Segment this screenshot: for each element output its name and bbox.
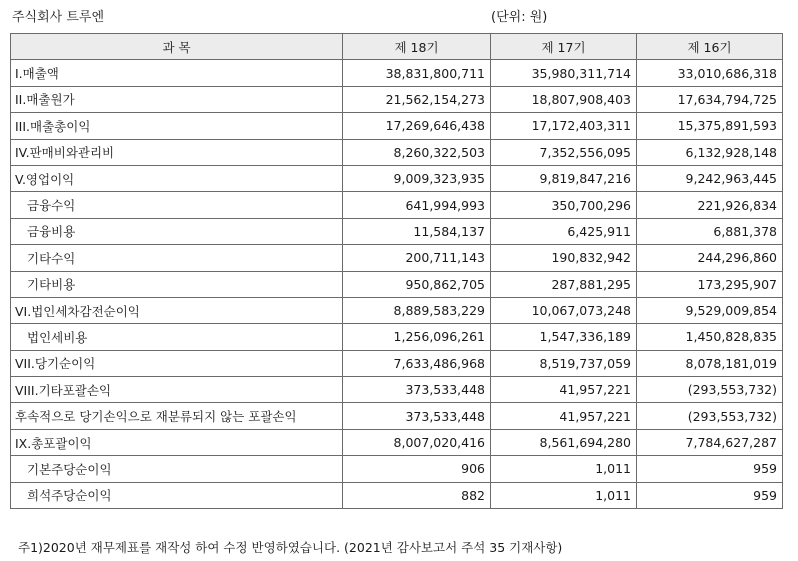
income-statement-table [10, 33, 783, 509]
table-row [11, 245, 783, 271]
row-value-col-3: 9,242,963,445 [637, 165, 783, 191]
row-label: III.매출총이익 [11, 113, 343, 139]
row-value-col-2: 1,011 [491, 482, 637, 508]
row-value-col-1: 8,889,583,229 [343, 297, 491, 323]
table-header-row [11, 34, 783, 60]
row-value-col-3: 6,132,928,148 [637, 139, 783, 165]
row-value-col-2: 35,980,311,714 [491, 60, 637, 86]
row-value-col-3: 959 [637, 456, 783, 482]
table-row [11, 60, 783, 86]
row-value-col-1: 906 [343, 456, 491, 482]
row-value-col-3: 6,881,378 [637, 218, 783, 244]
row-value-col-1: 1,256,096,261 [343, 324, 491, 350]
row-value-col-2: 9,819,847,216 [491, 165, 637, 191]
row-value-col-3: (293,553,732) [637, 377, 783, 403]
row-value-col-2: 18,807,908,403 [491, 86, 637, 112]
table-row [11, 271, 783, 297]
table-row [11, 113, 783, 139]
row-label: II.매출원가 [11, 86, 343, 112]
footnote: 주1)2020년 재무제표를 재작성 하여 수정 반영하였습니다. (2021년 감사보고서 주석 35 기재사항) [18, 540, 563, 555]
row-label: I.매출액 [11, 60, 343, 86]
row-value-col-1: 8,007,020,416 [343, 429, 491, 455]
row-label: VIII.기타포괄손익 [11, 377, 343, 403]
row-value-col-2: 41,957,221 [491, 403, 637, 429]
table-row [11, 456, 783, 482]
row-value-col-2: 1,011 [491, 456, 637, 482]
row-value-col-3: 221,926,834 [637, 192, 783, 218]
row-value-col-1: 38,831,800,711 [343, 60, 491, 86]
row-value-col-3: 244,296,860 [637, 245, 783, 271]
row-label: 희석주당순이익 [11, 482, 343, 508]
table-row [11, 165, 783, 191]
row-label: V.영업이익 [11, 165, 343, 191]
row-value-col-1: 21,562,154,273 [343, 86, 491, 112]
row-value-col-1: 882 [343, 482, 491, 508]
row-value-col-3: 17,634,794,725 [637, 86, 783, 112]
row-value-col-2: 190,832,942 [491, 245, 637, 271]
row-value-col-2: 1,547,336,189 [491, 324, 637, 350]
row-value-col-1: 641,994,993 [343, 192, 491, 218]
row-label: VII.당기순이익 [11, 350, 343, 376]
row-value-col-2: 17,172,403,311 [491, 113, 637, 139]
row-value-col-2: 8,561,694,280 [491, 429, 637, 455]
row-value-col-3: 173,295,907 [637, 271, 783, 297]
row-value-col-2: 350,700,296 [491, 192, 637, 218]
table-row [11, 139, 783, 165]
row-value-col-2: 41,957,221 [491, 377, 637, 403]
row-value-col-2: 6,425,911 [491, 218, 637, 244]
company-name: 주식회사 트루엔 [12, 10, 105, 25]
row-label: 후속적으로 당기손익으로 재분류되지 않는 포괄손익 [11, 403, 343, 429]
row-value-col-1: 373,533,448 [343, 377, 491, 403]
unit-label: (단위: 원) [491, 10, 548, 25]
row-value-col-1: 8,260,322,503 [343, 139, 491, 165]
row-value-col-2: 10,067,073,248 [491, 297, 637, 323]
column-header-period-16: 제 16기 [637, 34, 783, 60]
row-value-col-2: 8,519,737,059 [491, 350, 637, 376]
row-value-col-2: 287,881,295 [491, 271, 637, 297]
table-row [11, 403, 783, 429]
row-value-col-1: 200,711,143 [343, 245, 491, 271]
row-label: 법인세비용 [11, 324, 343, 350]
row-label: IX.총포괄이익 [11, 429, 343, 455]
row-value-col-1: 373,533,448 [343, 403, 491, 429]
table-row [11, 482, 783, 508]
column-header-period-17: 제 17기 [491, 34, 637, 60]
table-row [11, 350, 783, 376]
row-value-col-3: 15,375,891,593 [637, 113, 783, 139]
row-value-col-3: 1,450,828,835 [637, 324, 783, 350]
row-value-col-1: 11,584,137 [343, 218, 491, 244]
row-label: 기본주당순이익 [11, 456, 343, 482]
table-row [11, 324, 783, 350]
table-row [11, 86, 783, 112]
row-value-col-2: 7,352,556,095 [491, 139, 637, 165]
row-label: VI.법인세차감전순이익 [11, 297, 343, 323]
row-value-col-3: 9,529,009,854 [637, 297, 783, 323]
table-row [11, 297, 783, 323]
row-label: 금융비용 [11, 218, 343, 244]
row-label: 기타수익 [11, 245, 343, 271]
row-label: 기타비용 [11, 271, 343, 297]
row-value-col-1: 950,862,705 [343, 271, 491, 297]
row-value-col-3: 7,784,627,287 [637, 429, 783, 455]
row-value-col-1: 17,269,646,438 [343, 113, 491, 139]
table-row [11, 429, 783, 455]
table-row [11, 377, 783, 403]
row-value-col-1: 9,009,323,935 [343, 165, 491, 191]
row-value-col-3: (293,553,732) [637, 403, 783, 429]
row-label: IV.판매비와관리비 [11, 139, 343, 165]
table-row [11, 192, 783, 218]
column-header-account: 과 목 [11, 34, 343, 60]
row-value-col-1: 7,633,486,968 [343, 350, 491, 376]
row-value-col-3: 33,010,686,318 [637, 60, 783, 86]
row-label: 금융수익 [11, 192, 343, 218]
table-row [11, 218, 783, 244]
row-value-col-3: 959 [637, 482, 783, 508]
row-value-col-3: 8,078,181,019 [637, 350, 783, 376]
column-header-period-18: 제 18기 [343, 34, 491, 60]
